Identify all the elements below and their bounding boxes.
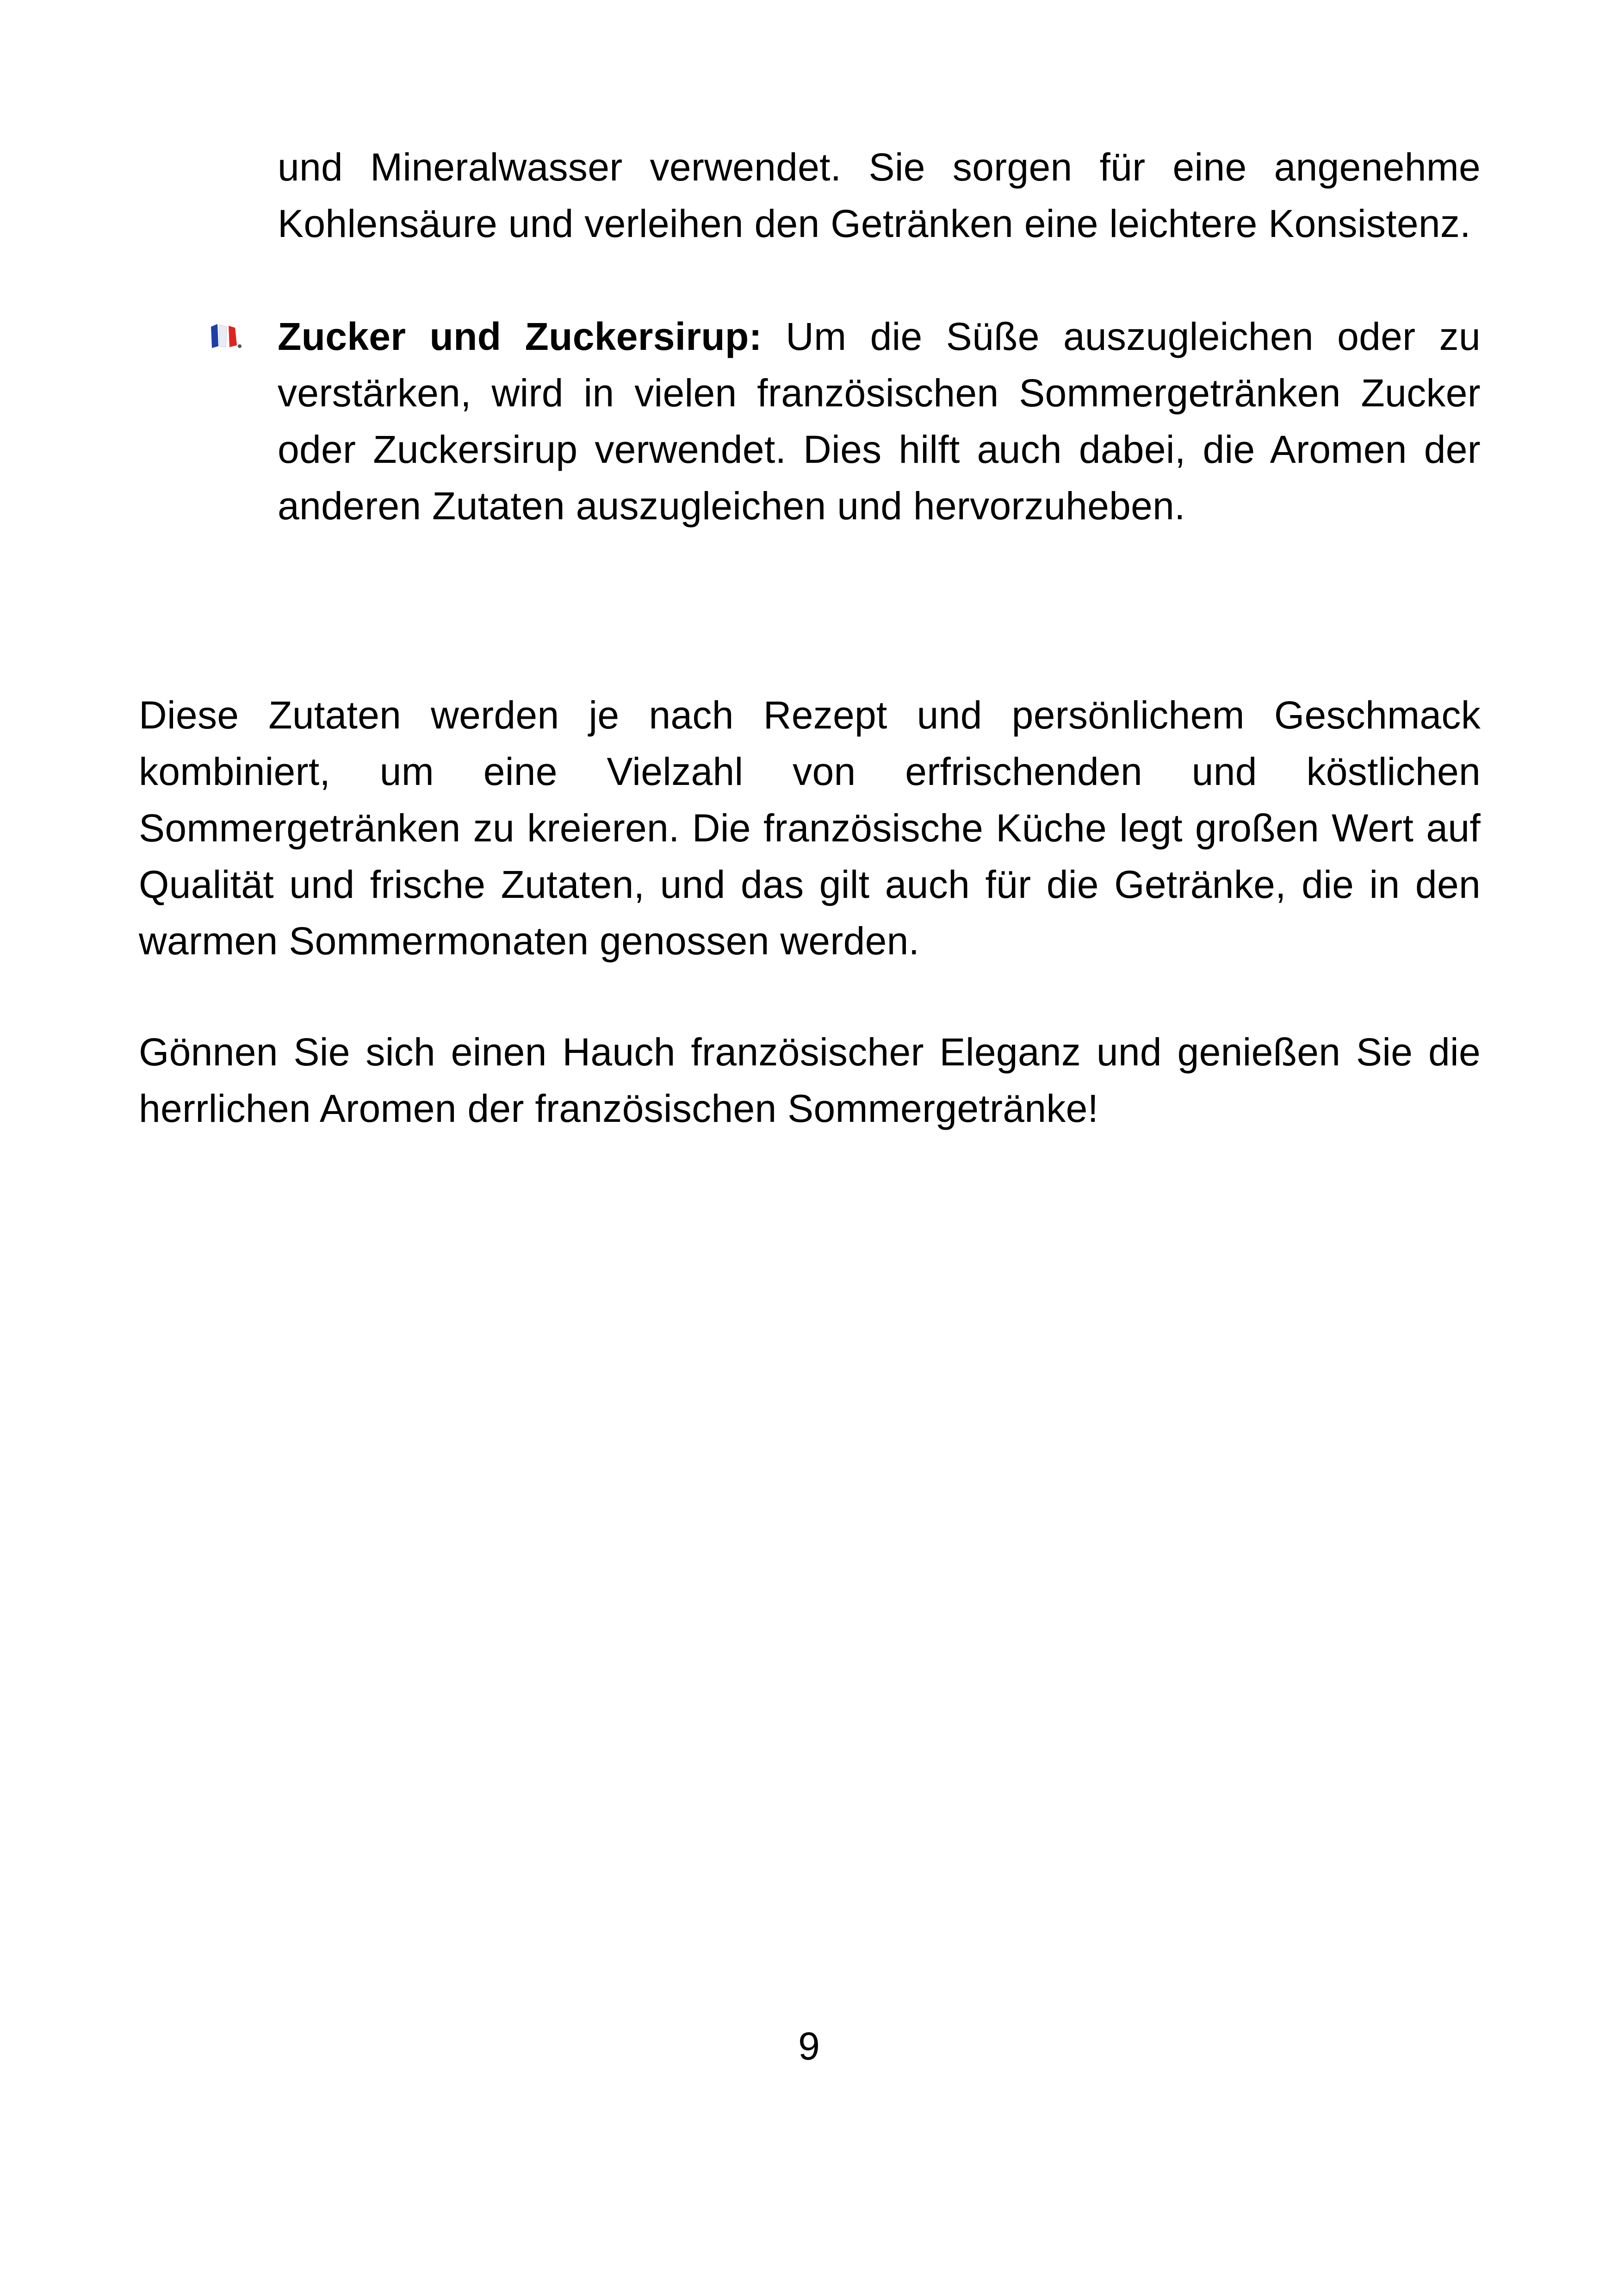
france-flag-bullet-icon [208, 322, 242, 349]
bullet-item-continuation [278, 139, 1481, 252]
paragraph-ingredients-summary: Diese Zutaten werden je nach Rezept und persönlichem Geschmack kombiniert, um eine Vielzahl von erfrischenden und köstlichen Sommergetränken zu kreieren. Die französische Küche legt großen Wert auf Qualität und frische Zutaten, und das gilt auch für die Getränke, die in den warmen Sommermonaten genossen werden. [139, 693, 1481, 963]
paragraph-closing: Gönnen Sie sich einen Hauch französischer Eleganz und genießen Sie die herrlichen Aromen der französischen Sommergetränke! [139, 1030, 1481, 1130]
bullet-term: Zucker und Zuckersirup: [278, 315, 762, 358]
bullet-text: Um die Süße auszugleichen oder zu verstärken, wird in vielen französischen Sommergetränken Zucker oder Zuckersirup verwendet. Dies hilft auch dabei, die Aromen der anderen Zutaten auszugleichen und hervorzuheben. [278, 315, 1481, 528]
page-number: 9 [798, 2024, 820, 2068]
bullet-item-sugar [278, 308, 1481, 534]
bullet-text: und Mineralwasser verwendet. Sie sorgen für eine angenehme Kohlensäure und verleihen den Getränken eine leichtere Konsistenz. [278, 145, 1481, 245]
